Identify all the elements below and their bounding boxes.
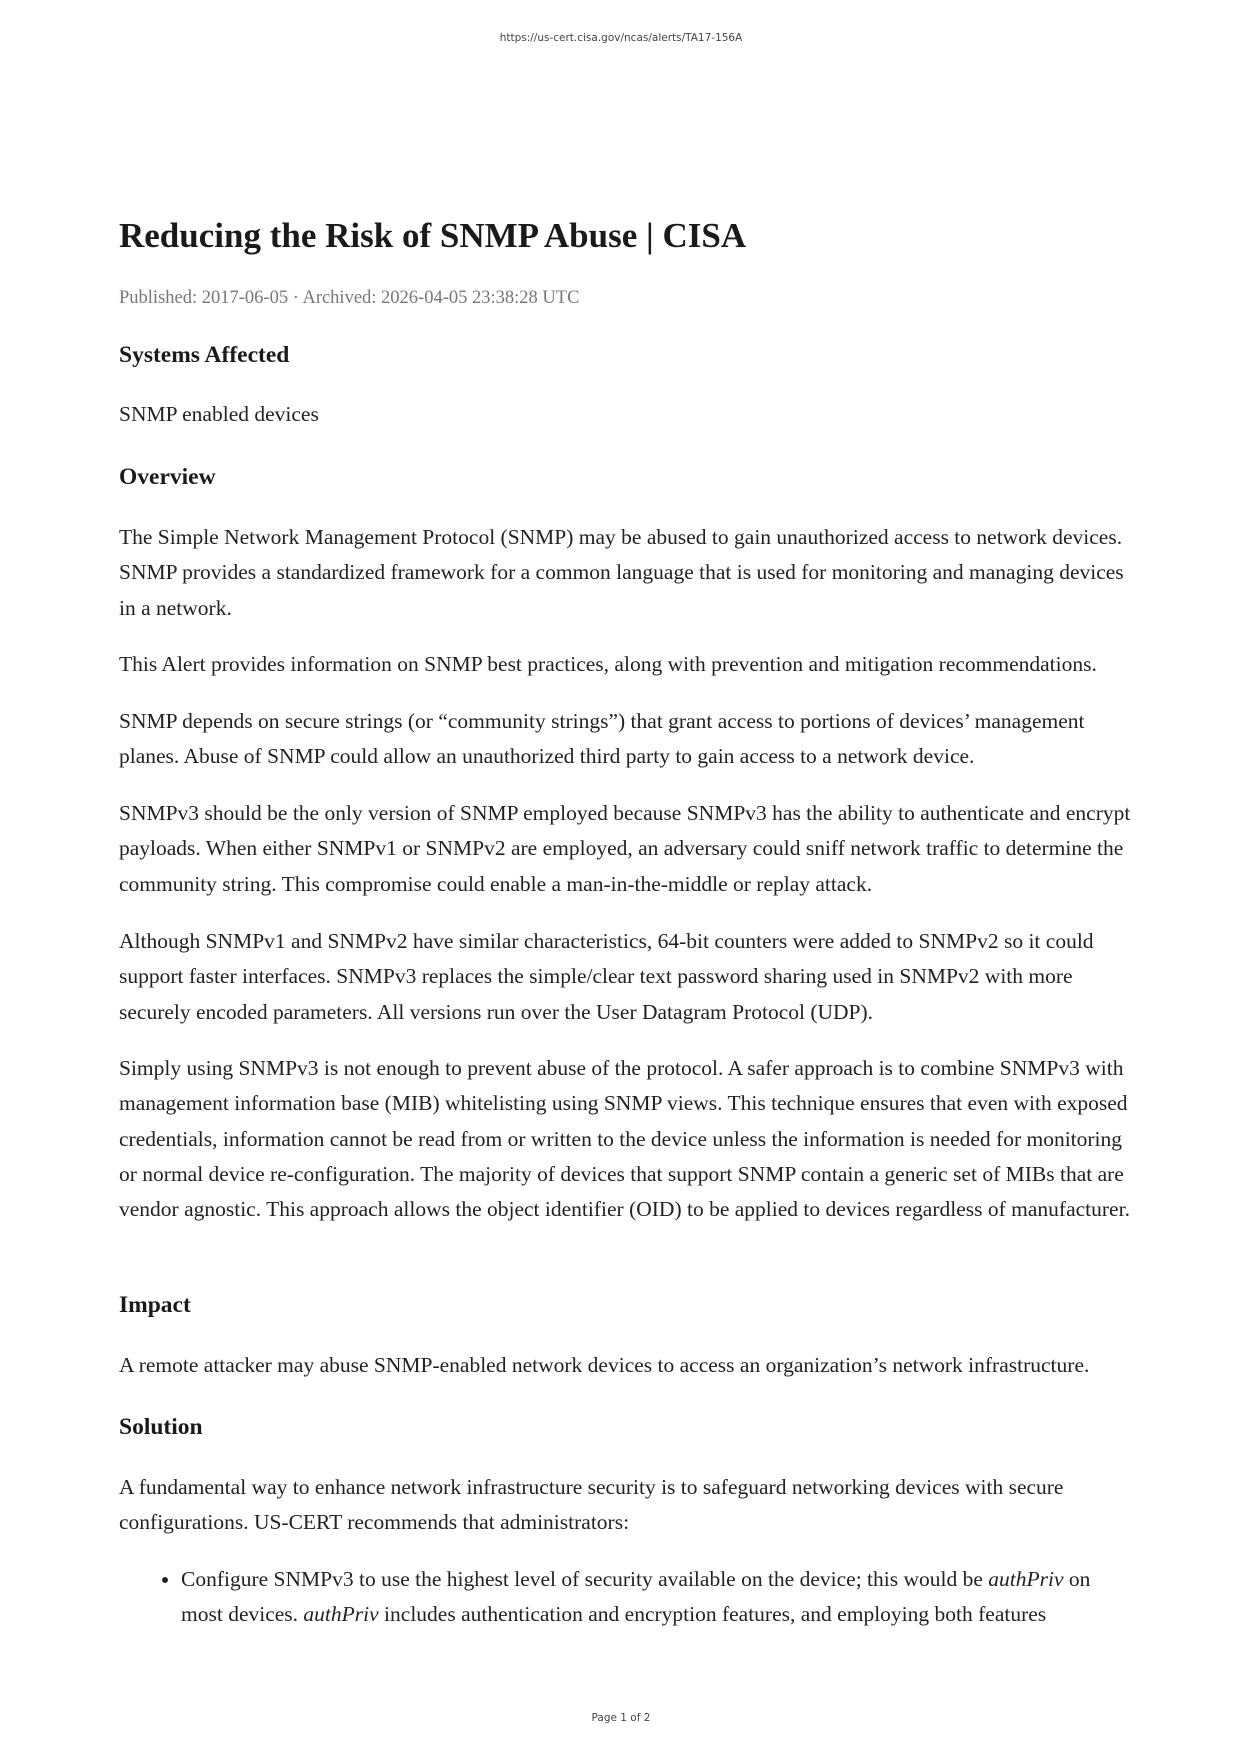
list-item [181, 1562, 1131, 1633]
solution-text: A fundamental way to enhance network infrastructure security is to safeguard networking devices with secure configurations. US-CERT recommends that administrators: [119, 1475, 1064, 1535]
heading-overview: Overview [119, 464, 216, 490]
bullet-text: includes authentication and encryption features, and employing both features [378, 1602, 1047, 1627]
overview-paragraph: Although SNMPv1 and SNMPv2 have similar characteristics, 64-bit counters were added to SNMPv2 so it could support faster interfaces. SNMPv3 replaces the simple/clear text password sharing used in SNMPv2 with more securely encoded parameters. All versions run over the User Datagram Protocol (UDP). [119, 929, 1094, 1024]
overview-paragraph: The Simple Network Management Protocol (SNMP) may be abused to gain unauthorized access to network devices. SNMP provides a standardized framework for a common language that is used for monitoring and managing devices in a network. [119, 525, 1124, 620]
page-url: https://us-cert.cisa.gov/ncas/alerts/TA17-156A [499, 32, 743, 44]
page-number: Page 1 of 2 [591, 1712, 651, 1724]
overview-paragraph: SNMP depends on secure strings (or “community strings”) that grant access to portions of devices’ management planes. Abuse of SNMP could allow an unauthorized third party to gain access to a network device. [119, 709, 1085, 769]
bullet-emphasis: authPriv [303, 1602, 379, 1627]
heading-systems-affected: Systems Affected [119, 342, 290, 368]
bullet-text: Configure SNMPv3 to use the highest level of security available on the device; this would be [181, 1567, 989, 1591]
page-title: Reducing the Risk of SNMP Abuse | CISA [119, 216, 747, 255]
bullet-emphasis: authPriv [988, 1567, 1064, 1591]
overview-paragraph: Simply using SNMPv3 is not enough to prevent abuse of the protocol. A safer approach is to combine SNMPv3 with management information base (MIB) whitelisting using SNMP views. This technique ensures that even with exposed credentials, information cannot be read from or written to the device unless the information is needed for monitoring or normal device re-configuration. The majority of devices that support SNMP contain a generic set of MIBs that are vendor agnostic. This approach allows the object identifier (OID) to be applied to devices regardless of manufacturer. [119, 1056, 1130, 1222]
impact-text: A remote attacker may abuse SNMP-enabled network devices to access an organization’s network infrastructure. [119, 1353, 1090, 1377]
publish-meta: Published: 2017-06-05 · Archived: 2026-04-05 23:38:28 UTC [119, 288, 580, 308]
recommendation-list [119, 1562, 1131, 1633]
overview-paragraph: This Alert provides information on SNMP best practices, along with prevention and mitigation recommendations. [119, 652, 1097, 676]
overview-paragraph: SNMPv3 should be the only version of SNMP employed because SNMPv3 has the ability to authenticate and encrypt payloads. When either SNMPv1 or SNMPv2 are employed, an adversary could sniff network traffic to determine the community string. This compromise could enable a man-in-the-middle or replay attack. [119, 801, 1131, 896]
systems-affected-text: SNMP enabled devices [119, 402, 319, 426]
bullet-text: on most devices. [181, 1567, 1091, 1627]
heading-impact: Impact [119, 1292, 191, 1318]
heading-solution: Solution [119, 1414, 203, 1440]
